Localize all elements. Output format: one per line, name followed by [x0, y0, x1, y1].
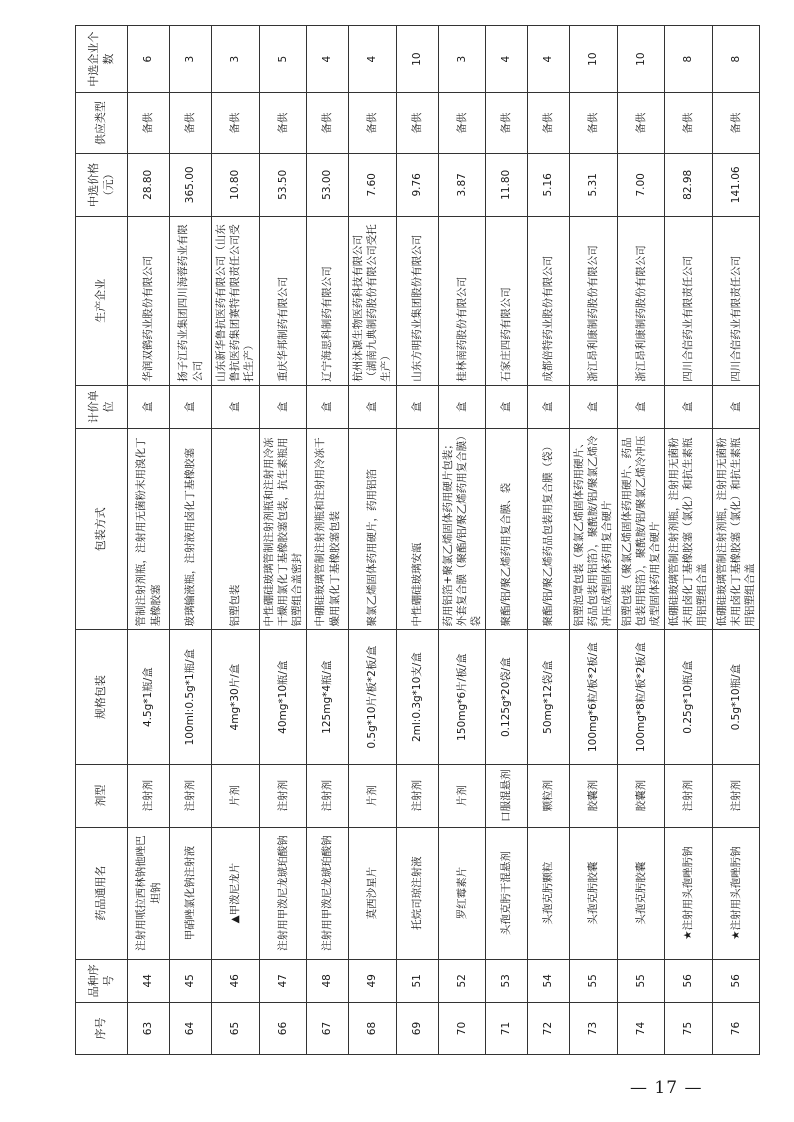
cell-drug-name: 罗红霉素片: [438, 827, 486, 959]
cell-supply-type: 备供: [665, 93, 713, 154]
cell-dosage-form: 胶囊剂: [617, 764, 665, 827]
cell-spec: 0.5g*10片/板*2板/盒: [349, 630, 397, 764]
header-drug-name: 药品通用名: [76, 827, 128, 959]
cell-manufacturer: 桂林南药股份有限公司: [438, 216, 486, 385]
table-row: [128, 26, 170, 1055]
cell-item-seq: 55: [570, 959, 618, 1002]
cell-drug-name: 头孢克肟胶囊: [617, 827, 665, 959]
cell-supply-type: 备供: [349, 93, 397, 154]
cell-unit: 盒: [307, 385, 349, 428]
cell-package: 聚氯乙烯固体药用硬片，药用铝箔: [349, 429, 397, 630]
cell-seq: 66: [259, 1003, 307, 1055]
table-header-row: [76, 26, 128, 1055]
cell-package: 中性硼硅玻璃安瓿: [396, 429, 438, 630]
cell-company-count: 6: [128, 26, 170, 93]
cell-package: 低硼硅玻璃管制注射剂瓶，注射用无菌粉末用卤化丁基橡胶塞（氯化）和抗生素瓶用铝塑组合盖: [712, 429, 760, 630]
procurement-result-table: [75, 25, 760, 1055]
cell-spec: 0.125g*20袋/盒: [486, 630, 528, 764]
cell-drug-name: ★注射用头孢唑肟钠: [712, 827, 760, 959]
cell-company-count: 5: [259, 26, 307, 93]
cell-dosage-form: 片剂: [438, 764, 486, 827]
cell-drug-name: 头孢克肟颗粒: [528, 827, 570, 959]
cell-seq: 71: [486, 1003, 528, 1055]
cell-seq: 75: [665, 1003, 713, 1055]
table-row: [307, 26, 349, 1055]
cell-dosage-form: 口服混悬剂: [486, 764, 528, 827]
header-unit: 计价单位: [76, 385, 128, 428]
cell-manufacturer: 重庆华邦制药有限公司: [259, 216, 307, 385]
cell-price: 10.80: [212, 153, 260, 216]
cell-dosage-form: 注射剂: [712, 764, 760, 827]
cell-spec: 100ml:0.5g*1瓶/盒: [170, 630, 212, 764]
cell-item-seq: 45: [170, 959, 212, 1002]
table-row: [712, 26, 760, 1055]
cell-manufacturer: 浙江昂利康制药股份有限公司: [617, 216, 665, 385]
table-row: [570, 26, 618, 1055]
cell-supply-type: 备供: [570, 93, 618, 154]
cell-company-count: 10: [617, 26, 665, 93]
cell-package: 铝塑泡罩包装（聚氯乙烯固体药用硬片、药品包装用铝箔），聚酰胺/铝/聚氯乙烯冷冲压成型固体药用复合硬片: [570, 429, 618, 630]
header-spec: 规格包装: [76, 630, 128, 764]
cell-dosage-form: 片剂: [212, 764, 260, 827]
table-row: [528, 26, 570, 1055]
cell-seq: 65: [212, 1003, 260, 1055]
cell-unit: 盒: [528, 385, 570, 428]
cell-spec: 2ml:0.3g*10支/盒: [396, 630, 438, 764]
cell-manufacturer: 山东新华鲁抗医药有限公司（山东鲁抗医药集团赛特有限责任公司受托生产）: [212, 216, 260, 385]
cell-supply-type: 备供: [212, 93, 260, 154]
cell-item-seq: 47: [259, 959, 307, 1002]
cell-dosage-form: 注射剂: [665, 764, 713, 827]
cell-manufacturer: 成都倍特药业股份有限公司: [528, 216, 570, 385]
cell-supply-type: 备供: [528, 93, 570, 154]
cell-manufacturer: 山东方明药业集团股份有限公司: [396, 216, 438, 385]
cell-price: 53.00: [307, 153, 349, 216]
cell-spec: 50mg*12袋/盒: [528, 630, 570, 764]
cell-spec: 150mg*6片/板/盒: [438, 630, 486, 764]
header-supply-type: 供应类型: [76, 93, 128, 154]
cell-item-seq: 49: [349, 959, 397, 1002]
cell-manufacturer: 华润双鹤药业股份有限公司: [128, 216, 170, 385]
table-row: [212, 26, 260, 1055]
cell-package: 玻璃输液瓶，注射液用卤化丁基橡胶塞: [170, 429, 212, 630]
cell-item-seq: 55: [617, 959, 665, 1002]
cell-unit: 盒: [617, 385, 665, 428]
cell-drug-name: ★注射用头孢唑肟钠: [665, 827, 713, 959]
table-row: [170, 26, 212, 1055]
cell-company-count: 10: [396, 26, 438, 93]
cell-unit: 盒: [349, 385, 397, 428]
cell-price: 9.76: [396, 153, 438, 216]
cell-package: 低硼硅玻璃管制注射剂瓶，注射用无菌粉末用卤化丁基橡胶塞（氯化）和抗生素瓶用铝塑组合盖: [665, 429, 713, 630]
cell-package: 聚酯/铝/聚乙烯药品包装用复合膜（袋）: [528, 429, 570, 630]
cell-spec: 40mg*10瓶/盒: [259, 630, 307, 764]
cell-manufacturer: 四川合信药业有限责任公司: [712, 216, 760, 385]
cell-seq: 67: [307, 1003, 349, 1055]
cell-seq: 74: [617, 1003, 665, 1055]
cell-spec: 0.25g*10瓶/盒: [665, 630, 713, 764]
cell-company-count: 3: [170, 26, 212, 93]
cell-item-seq: 51: [396, 959, 438, 1002]
table-row: [438, 26, 486, 1055]
cell-seq: 76: [712, 1003, 760, 1055]
cell-package: 管制注射剂瓶，注射用无菌粉末用溴化丁基橡胶塞: [128, 429, 170, 630]
cell-package: 中性硼硅玻璃管制注射剂瓶和注射用冷冻干燥用氯化丁基橡胶塞包装，抗生素瓶用铝塑组合盖密封: [259, 429, 307, 630]
cell-manufacturer: 浙江昂利康制药股份有限公司: [570, 216, 618, 385]
cell-spec: 100mg*8粒/板*2板/盒: [617, 630, 665, 764]
table-row: [259, 26, 307, 1055]
cell-company-count: 10: [570, 26, 618, 93]
page-number: — 17 —: [630, 1078, 703, 1098]
rotated-table-container: [75, 25, 756, 1055]
cell-unit: 盒: [712, 385, 760, 428]
cell-seq: 70: [438, 1003, 486, 1055]
cell-item-seq: 54: [528, 959, 570, 1002]
cell-item-seq: 53: [486, 959, 528, 1002]
header-company-count: 中选企业个数: [76, 26, 128, 93]
cell-price: 3.87: [438, 153, 486, 216]
cell-company-count: 4: [486, 26, 528, 93]
cell-price: 5.16: [528, 153, 570, 216]
table-row: [486, 26, 528, 1055]
cell-company-count: 4: [528, 26, 570, 93]
cell-supply-type: 备供: [396, 93, 438, 154]
cell-dosage-form: 注射剂: [170, 764, 212, 827]
cell-seq: 72: [528, 1003, 570, 1055]
cell-spec: 100mg*6粒/板*2板/盒: [570, 630, 618, 764]
cell-package: 铝塑包装（聚氯乙烯固体药用硬片、药品包装用铝箔），聚酰胺/铝/聚氯乙烯冷冲压成型固体药用复合硬片: [617, 429, 665, 630]
cell-price: 28.80: [128, 153, 170, 216]
cell-item-seq: 56: [712, 959, 760, 1002]
cell-manufacturer: 杭州沐源生物医药科技有限公司（湖南九典制药股份有限公司受托生产）: [349, 216, 397, 385]
cell-company-count: 4: [307, 26, 349, 93]
cell-spec: 0.5g*10瓶/盒: [712, 630, 760, 764]
cell-dosage-form: 颗粒剂: [528, 764, 570, 827]
cell-price: 53.50: [259, 153, 307, 216]
cell-supply-type: 备供: [438, 93, 486, 154]
cell-drug-name: 托烷司琼注射液: [396, 827, 438, 959]
cell-unit: 盒: [396, 385, 438, 428]
cell-supply-type: 备供: [259, 93, 307, 154]
cell-item-seq: 46: [212, 959, 260, 1002]
cell-price: 5.31: [570, 153, 618, 216]
cell-spec: 4mg*30片/盒: [212, 630, 260, 764]
cell-dosage-form: 注射剂: [128, 764, 170, 827]
cell-supply-type: 备供: [307, 93, 349, 154]
cell-price: 141.06: [712, 153, 760, 216]
header-manufacturer: 生产企业: [76, 216, 128, 385]
cell-item-seq: 44: [128, 959, 170, 1002]
cell-dosage-form: 胶囊剂: [570, 764, 618, 827]
cell-unit: 盒: [128, 385, 170, 428]
cell-supply-type: 备供: [712, 93, 760, 154]
cell-company-count: 3: [438, 26, 486, 93]
cell-seq: 68: [349, 1003, 397, 1055]
cell-supply-type: 备供: [617, 93, 665, 154]
cell-item-seq: 48: [307, 959, 349, 1002]
cell-unit: 盒: [170, 385, 212, 428]
cell-drug-name: 头孢克肟胶囊: [570, 827, 618, 959]
header-price: 中选价格（元）: [76, 153, 128, 216]
cell-unit: 盒: [212, 385, 260, 428]
cell-price: 365.00: [170, 153, 212, 216]
cell-price: 11.80: [486, 153, 528, 216]
cell-dosage-form: 注射剂: [396, 764, 438, 827]
cell-price: 7.00: [617, 153, 665, 216]
cell-company-count: 8: [665, 26, 713, 93]
cell-item-seq: 56: [665, 959, 713, 1002]
cell-dosage-form: 注射剂: [259, 764, 307, 827]
cell-dosage-form: 片剂: [349, 764, 397, 827]
header-item-seq: 品种序号: [76, 959, 128, 1002]
cell-dosage-form: 注射剂: [307, 764, 349, 827]
cell-supply-type: 备供: [486, 93, 528, 154]
cell-unit: 盒: [438, 385, 486, 428]
table-row: [396, 26, 438, 1055]
cell-unit: 盒: [486, 385, 528, 428]
cell-manufacturer: 石家庄四药有限公司: [486, 216, 528, 385]
cell-seq: 63: [128, 1003, 170, 1055]
cell-supply-type: 备供: [170, 93, 212, 154]
cell-manufacturer: 辽宁海思科制药有限公司: [307, 216, 349, 385]
cell-price: 82.98: [665, 153, 713, 216]
cell-unit: 盒: [570, 385, 618, 428]
cell-drug-name: 注射用哌拉西林钠他唑巴坦钠: [128, 827, 170, 959]
table-row: [665, 26, 713, 1055]
cell-drug-name: 注射用甲泼尼龙琥珀酸钠: [307, 827, 349, 959]
cell-package: 聚酯/铝/聚乙烯药用复合膜、袋: [486, 429, 528, 630]
cell-spec: 4.5g*1瓶/盒: [128, 630, 170, 764]
cell-manufacturer: 四川合信药业有限责任公司: [665, 216, 713, 385]
cell-package: 中硼硅玻璃管制注射剂瓶和注射用冷冻干燥用氯化丁基橡胶塞包装: [307, 429, 349, 630]
cell-drug-name: 甲硝唑氯化钠注射液: [170, 827, 212, 959]
cell-package: 铝塑包装: [212, 429, 260, 630]
cell-manufacturer: 扬子江药业集团四川海蓉药业有限公司: [170, 216, 212, 385]
cell-spec: 125mg*4瓶/盒: [307, 630, 349, 764]
cell-drug-name: 莫西沙星片: [349, 827, 397, 959]
cell-drug-name: ▲甲泼尼龙片: [212, 827, 260, 959]
header-package: 包装方式: [76, 429, 128, 630]
cell-company-count: 3: [212, 26, 260, 93]
cell-unit: 盒: [259, 385, 307, 428]
cell-seq: 64: [170, 1003, 212, 1055]
header-dosage-form: 剂型: [76, 764, 128, 827]
cell-seq: 73: [570, 1003, 618, 1055]
table-row: [617, 26, 665, 1055]
header-seq: 序号: [76, 1003, 128, 1055]
cell-drug-name: 注射用甲泼尼龙琥珀酸钠: [259, 827, 307, 959]
cell-supply-type: 备供: [128, 93, 170, 154]
cell-drug-name: 头孢克肟干混悬剂: [486, 827, 528, 959]
cell-item-seq: 52: [438, 959, 486, 1002]
cell-unit: 盒: [665, 385, 713, 428]
cell-company-count: 8: [712, 26, 760, 93]
cell-price: 7.60: [349, 153, 397, 216]
cell-company-count: 4: [349, 26, 397, 93]
cell-package: 药用铝箔+聚氯乙烯固体药用硬片包装；外套复合膜（聚酯/铝/聚乙烯药用复合膜）袋: [438, 429, 486, 630]
table-row: [349, 26, 397, 1055]
cell-seq: 69: [396, 1003, 438, 1055]
